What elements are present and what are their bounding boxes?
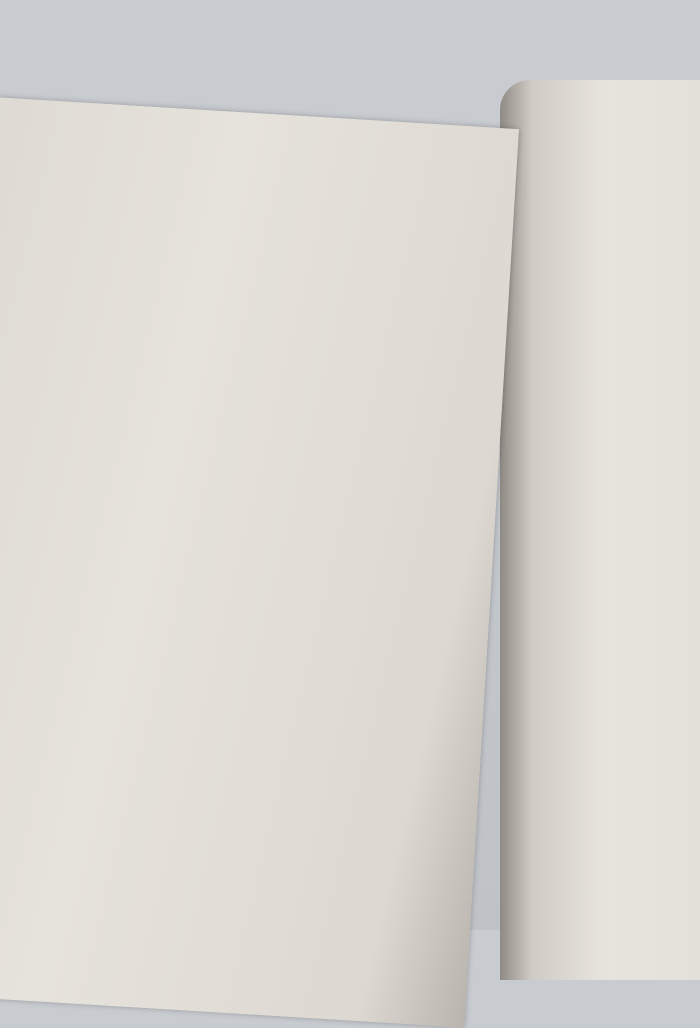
right-page xyxy=(500,80,700,980)
left-page xyxy=(0,95,519,1028)
